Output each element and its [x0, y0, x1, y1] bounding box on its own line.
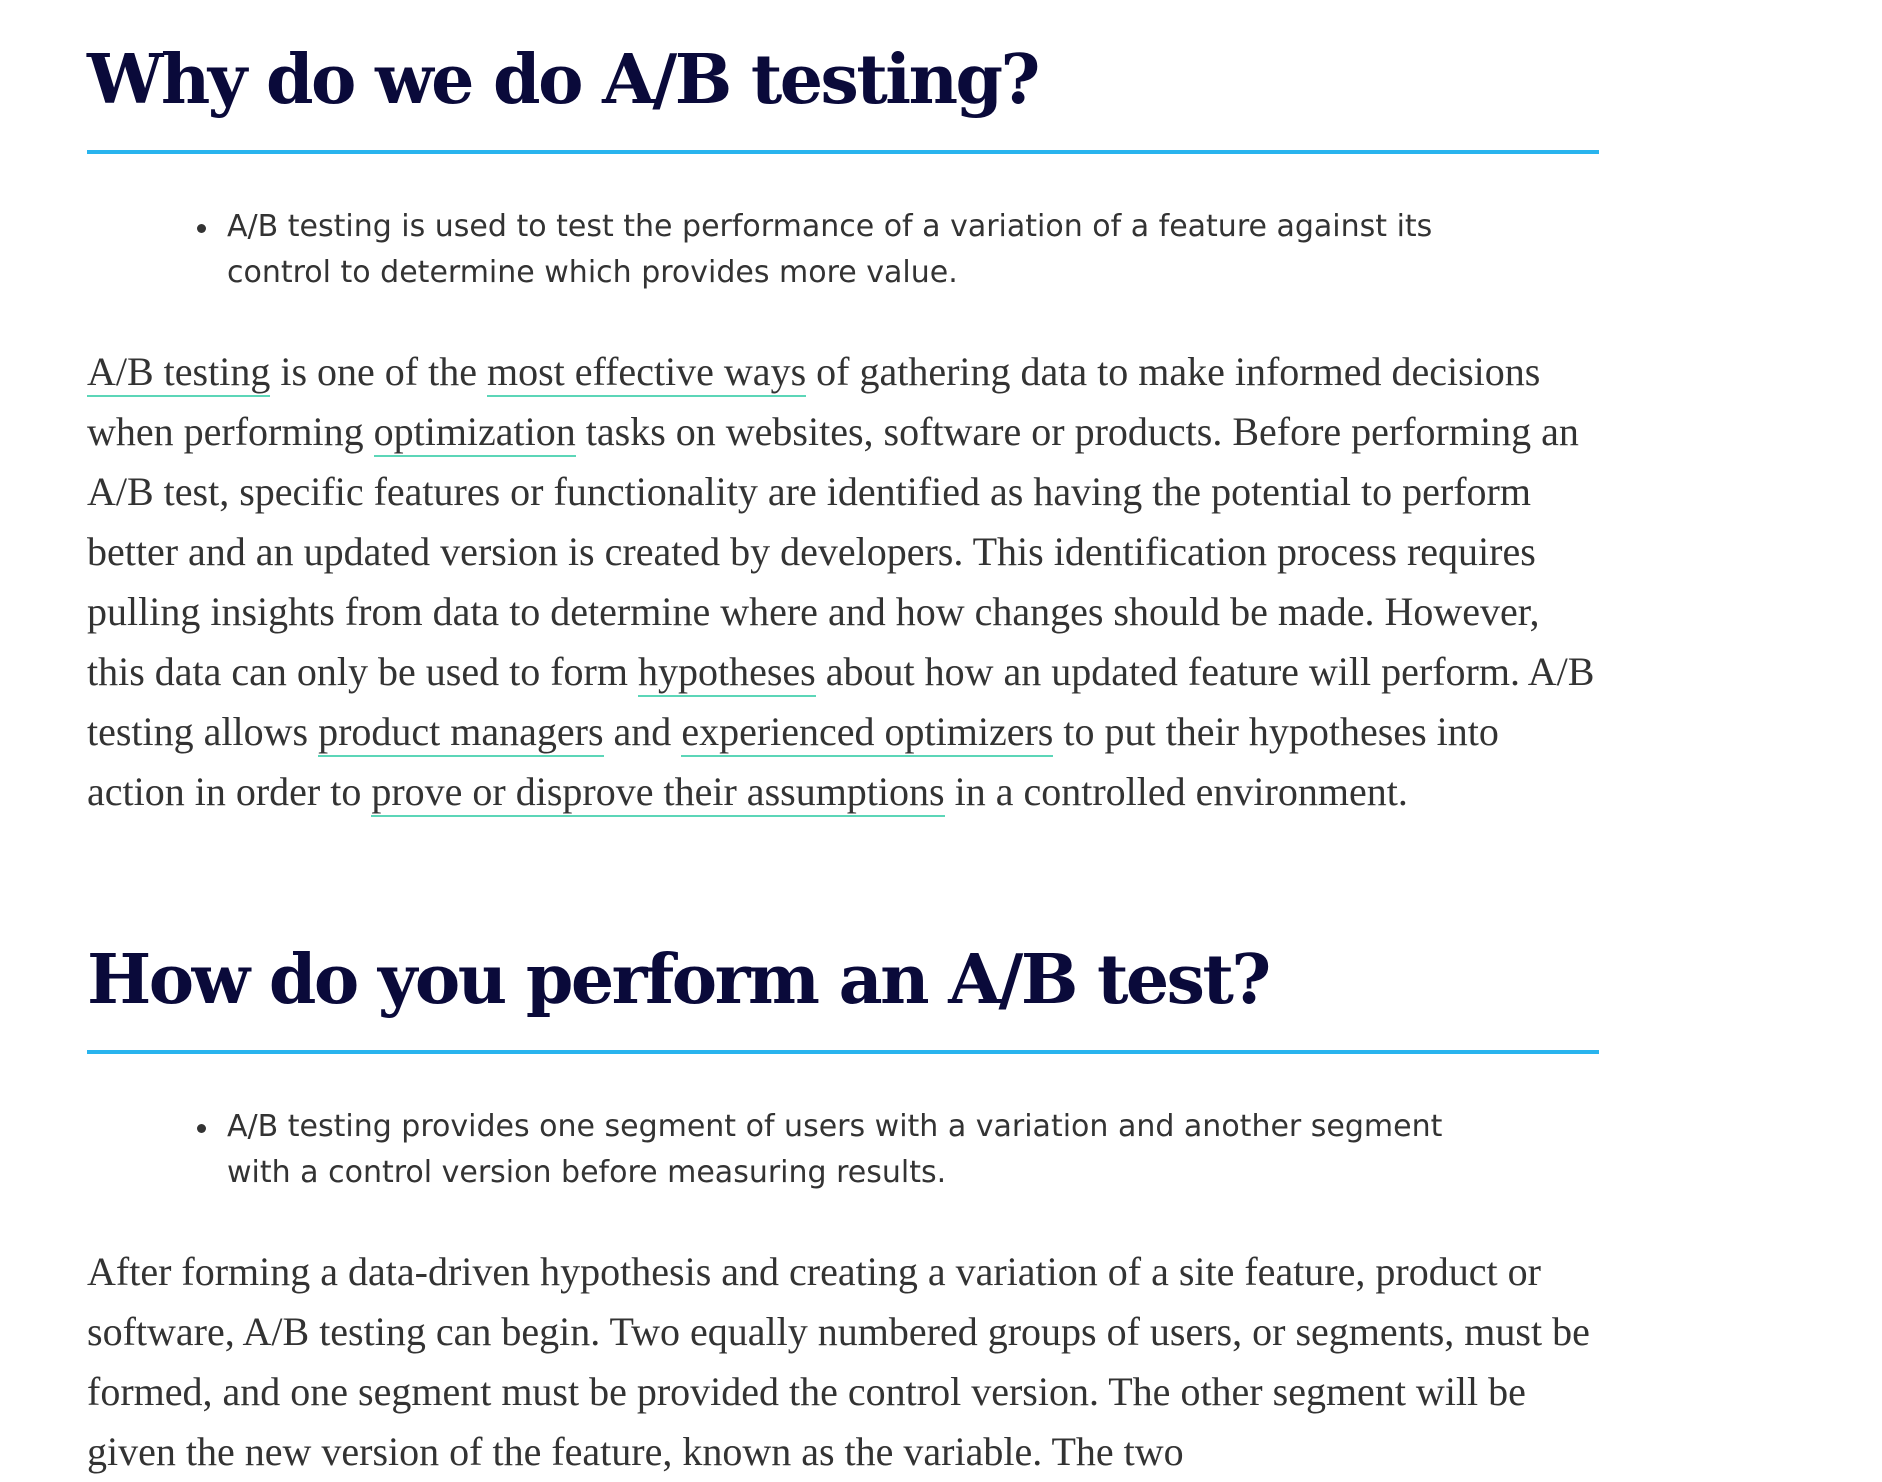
paragraph-text: about how an updated feature will perform. A/B testing allows [87, 649, 1595, 754]
summary-list [87, 1104, 1467, 1196]
link-experienced-optimizers[interactable]: experienced optimizers [681, 709, 1053, 757]
summary-item: A/B testing provides one segment of users with a variation and another segment with a control version before measuring results. [227, 1104, 1467, 1196]
paragraph-text: is one of the [270, 349, 487, 394]
paragraph-text: in a controlled environment. [944, 769, 1408, 814]
heading-divider [87, 150, 1599, 154]
link-optimization[interactable]: optimization [374, 409, 576, 457]
link-hypotheses[interactable]: hypotheses [638, 649, 816, 697]
link-ab-testing[interactable]: A/B testing [87, 349, 270, 397]
link-most-effective-ways[interactable]: most effective ways [487, 349, 806, 397]
link-product-managers[interactable]: product managers [318, 709, 603, 757]
summary-list [87, 204, 1467, 296]
section-heading-how-perform-ab-test: How do you perform an A/B test? [87, 940, 1269, 1020]
body-paragraph [87, 342, 1599, 822]
paragraph-text: tasks on websites, software or products. Before performing an A/B test, specific features or functionality are identified as having the potential to perform better and an updated version is created by developers. This identification process requires pulling insights from data to determine where and how changes should be made. However, this data can only be used to form [87, 409, 1579, 694]
link-prove-or-disprove[interactable]: prove or disprove their assumptions [371, 769, 944, 817]
paragraph-text: and [603, 709, 682, 754]
summary-item: A/B testing is used to test the performance of a variation of a feature against its control to determine which provides more value. [227, 204, 1467, 296]
paragraph-text: to put their hypotheses into action in order to [87, 709, 1499, 814]
paragraph-text: of gathering data to make informed decisions when performing [87, 349, 1541, 454]
body-paragraph: After forming a data-driven hypothesis and creating a variation of a site feature, product or software, A/B testing can begin. Two equally numbered groups of users, or segments, must be formed, and one segment must be provided the control version. The other segment will be given the new version of the feature, known as the variable. The two [87, 1249, 1590, 1474]
section-heading-why-ab-testing: Why do we do A/B testing? [87, 40, 1038, 120]
heading-divider [87, 1050, 1599, 1054]
